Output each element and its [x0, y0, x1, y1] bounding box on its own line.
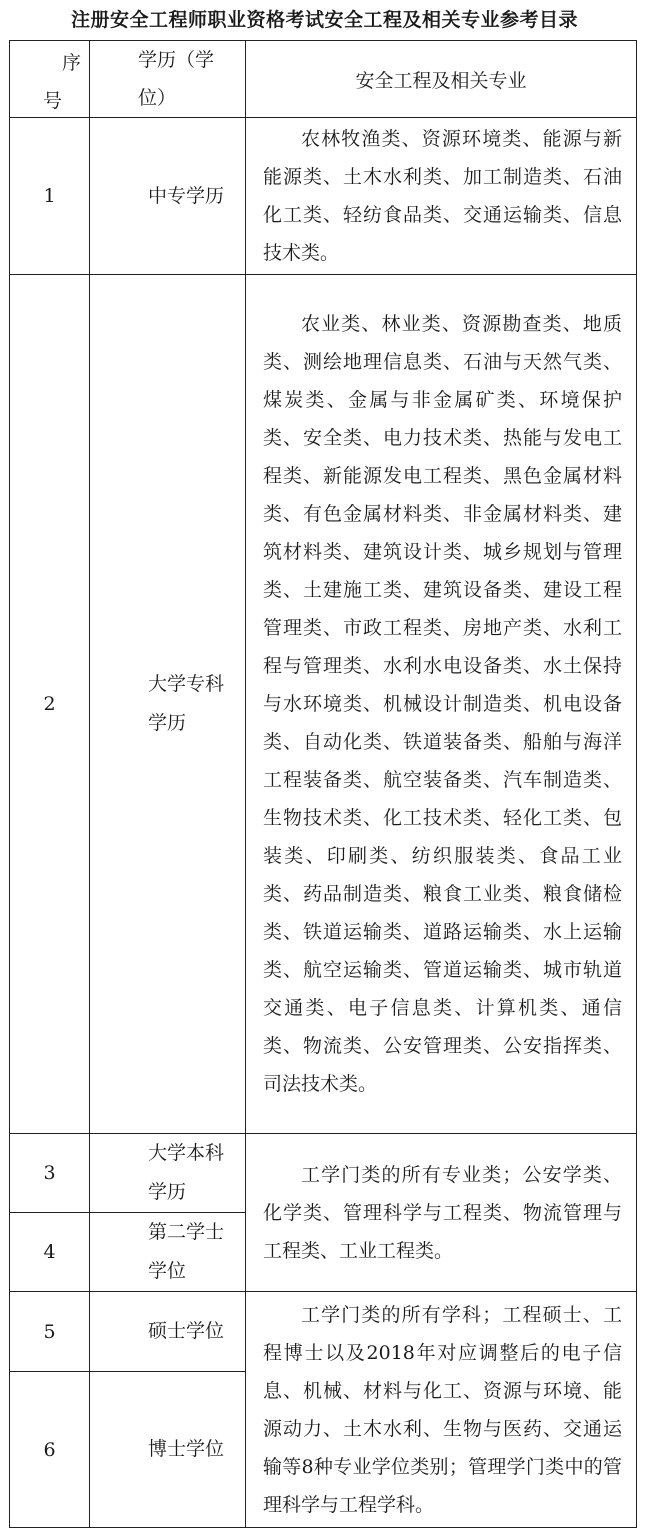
header-majors: 安全工程及相关专业: [246, 41, 637, 118]
row-education: 中专学历: [90, 118, 246, 275]
row-education: 博士学位: [90, 1372, 246, 1528]
row-education: 第二学士学位: [90, 1213, 246, 1292]
row-majors-merged: 工学门类的所有专业类；公安学类、化学类、管理科学与工程类、物流管理与工程类、工业工程类。: [246, 1134, 637, 1292]
row-majors: 农业类、林业类、资源勘查类、地质类、测绘地理信息类、石油与天然气类、煤炭类、金属与非金属矿类、环境保护类、安全类、电力技术类、热能与发电工程类、新能源发电工程类、黑色金属材料类、有色金属材料类、非金属材料类、建筑材料类、建筑设计类、城乡规划与管理类、土建施工类、建筑设备类、建设工程管理类、市政工程类、房地产类、水利工程与管理类、水利水电设备类、水土保持与水环境类、机械设计制造类、机电设备类、自动化类、铁道装备类、船舶与海洋工程装备类、航空装备类、汽车制造类、生物技术类、化工技术类、轻化工类、包装类、印刷类、纺织服装类、食品工业类、药品制造类、粮食工业类、粮食储检类、铁道运输类、道路运输类、水上运输类、航空运输类、管道运输类、城市轨道交通类、电子信息类、计算机类、通信类、物流类、公安管理类、公安指挥类、司法技术类。: [246, 275, 637, 1134]
row-majors-merged: 工学门类的所有学科；工程硕士、工程博士以及2018年对应调整后的电子信息、机械、材料与化工、资源与环境、能源动力、土木水利、生物与医药、交通运输等8种专业学位类别；管理学门类中的管理科学与工程学科。: [246, 1292, 637, 1528]
row-number: 3: [10, 1134, 90, 1213]
row-number: 2: [10, 275, 90, 1134]
row-number: 5: [10, 1292, 90, 1372]
row-education: 大学本科学历: [90, 1134, 246, 1213]
row-education: 硕士学位: [90, 1292, 246, 1372]
row-majors: 农林牧渔类、资源环境类、能源与新能源类、土木水利类、加工制造类、石油化工类、轻纺食品类、交通运输类、信息技术类。: [246, 118, 637, 275]
table-header-row: [10, 41, 637, 118]
header-education: 学历（学位）: [90, 41, 246, 118]
header-no-line1: 序: [62, 52, 82, 74]
row-education: 大学专科学历: [90, 275, 246, 1134]
table-row: [10, 1134, 637, 1213]
table-row: [10, 275, 637, 1134]
table-row: [10, 1292, 637, 1372]
majors-table: [9, 40, 637, 1528]
table-row: [10, 118, 637, 275]
row-number: 6: [10, 1372, 90, 1528]
header-no-cell: [10, 41, 90, 118]
row-number: 1: [10, 118, 90, 275]
header-no-line2: 号: [43, 90, 63, 112]
document-title: 注册安全工程师职业资格考试安全工程及相关专业参考目录: [70, 9, 578, 31]
row-number: 4: [10, 1213, 90, 1292]
